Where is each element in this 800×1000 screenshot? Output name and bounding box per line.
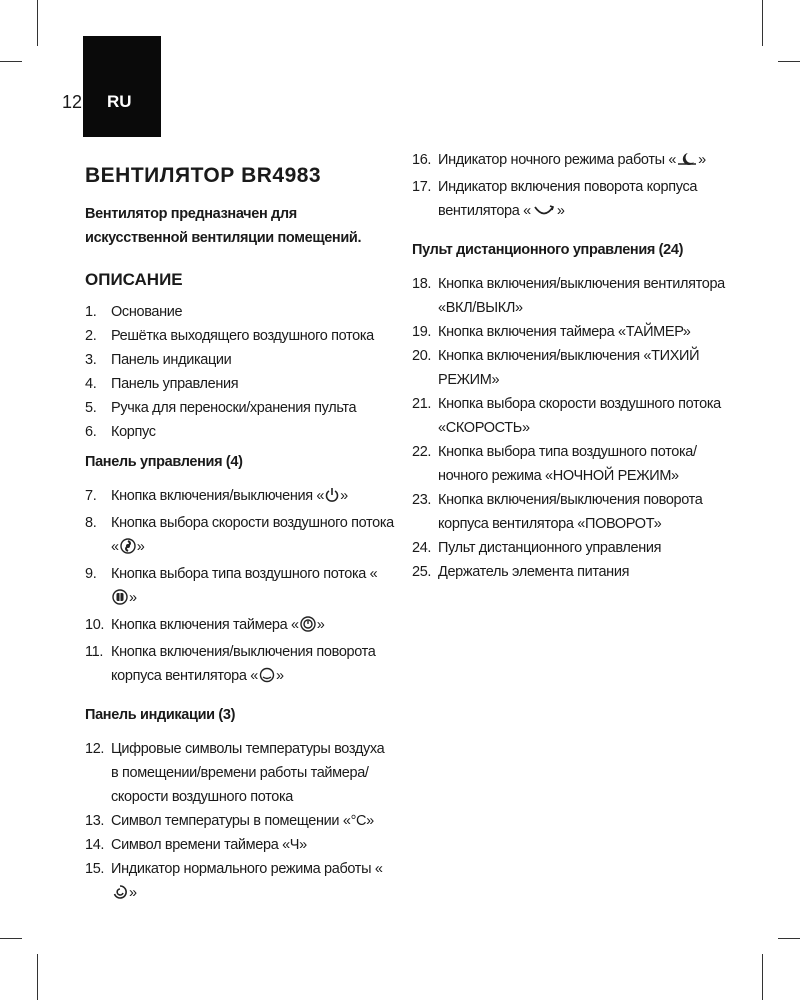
item-number: 14. <box>85 837 105 853</box>
item-number: 12. <box>85 741 105 757</box>
list-item <box>85 324 395 348</box>
item-number: 13. <box>85 813 105 829</box>
display-panel-heading: Панель индикации (3) <box>85 707 236 723</box>
list-item <box>412 175 742 226</box>
list-item <box>85 833 395 857</box>
crop-mark <box>762 954 763 1000</box>
list-item <box>85 857 395 908</box>
language-tab <box>83 36 161 137</box>
remote-list <box>412 272 742 584</box>
item-text: Кнопка выбора скорости воздушного потока «СКОРОСТЬ» <box>438 396 721 436</box>
item-number: 2. <box>85 328 97 344</box>
item-text: Символ времени таймера «Ч» <box>111 837 307 853</box>
item-text <box>438 148 742 175</box>
crop-mark <box>37 0 38 46</box>
item-number: 7. <box>85 488 97 504</box>
item-text-post: » <box>556 203 565 219</box>
item-number: 20. <box>412 348 432 364</box>
item-text <box>111 857 395 908</box>
item-number: 5. <box>85 400 97 416</box>
fan-speed-icon <box>120 538 136 562</box>
crop-mark <box>762 0 763 46</box>
item-text <box>111 613 395 640</box>
display-panel-list-continued <box>412 148 742 226</box>
crop-mark <box>778 61 800 62</box>
description-list <box>85 300 395 444</box>
control-panel-heading: Панель управления (4) <box>85 454 243 470</box>
item-number: 6. <box>85 424 97 440</box>
item-text-post: » <box>698 152 706 168</box>
item-text: Панель индикации <box>111 352 232 368</box>
left-column <box>85 150 395 908</box>
list-item <box>412 320 742 344</box>
item-text-pre: Кнопка выбора скорости воздушного потока « <box>111 515 394 555</box>
list-item <box>412 536 742 560</box>
list-item <box>85 372 395 396</box>
item-text: Ручка для переноски/хранения пульта <box>111 400 357 416</box>
night-mode-icon <box>677 151 697 175</box>
item-text-pre: Кнопка включения/выключения « <box>111 488 325 504</box>
item-text <box>111 511 395 562</box>
item-number: 4. <box>85 376 97 392</box>
item-text-pre: Индикатор ночного режима работы « <box>438 152 677 168</box>
oscillation-icon <box>532 202 556 226</box>
item-text-post: » <box>276 668 284 684</box>
item-number: 10. <box>85 617 105 633</box>
item-number: 3. <box>85 352 97 368</box>
item-text-post: » <box>340 488 348 504</box>
item-number: 9. <box>85 566 97 582</box>
item-number: 16. <box>412 152 432 168</box>
item-text-pre: Кнопка включения таймера « <box>111 617 299 633</box>
item-text: Основание <box>111 304 183 320</box>
item-text-pre: Индикатор включения поворота корпуса вентилятора « <box>438 179 698 219</box>
item-number: 24. <box>412 540 432 556</box>
item-text <box>111 562 395 613</box>
list-item <box>412 272 742 320</box>
list-item <box>85 396 395 420</box>
item-text <box>438 175 742 226</box>
list-item <box>85 562 395 613</box>
item-number: 22. <box>412 444 432 460</box>
item-number: 19. <box>412 324 432 340</box>
power-icon <box>325 487 339 511</box>
item-text: Кнопка включения/выключения поворота корпуса вентилятора «ПОВОРОТ» <box>438 492 703 532</box>
item-text-post: » <box>136 539 145 555</box>
item-number: 15. <box>85 861 105 877</box>
item-number: 23. <box>412 492 432 508</box>
item-text: Кнопка включения/выключения «ТИХИЙ РЕЖИМ» <box>438 348 700 388</box>
list-item <box>85 300 395 324</box>
page-title: ВЕНТИЛЯТОР BR4983 <box>85 164 322 187</box>
item-text: Панель управления <box>111 376 239 392</box>
normal-mode-icon <box>112 884 128 908</box>
item-text-post: » <box>129 590 137 606</box>
item-text: Корпус <box>111 424 156 440</box>
item-text: Решётка выходящего воздушного потока <box>111 328 374 344</box>
list-item <box>85 420 395 444</box>
item-text-post: » <box>129 885 137 901</box>
item-number: 1. <box>85 304 97 320</box>
list-item <box>412 488 742 536</box>
list-item <box>85 737 395 809</box>
item-text <box>111 484 395 511</box>
crop-mark <box>778 938 800 939</box>
item-text: Пульт дистанционного управления <box>438 540 662 556</box>
airflow-type-icon <box>112 589 128 613</box>
page-number: 12 <box>62 92 83 112</box>
list-item <box>85 348 395 372</box>
list-item <box>412 560 742 584</box>
item-text: Кнопка включения/выключения вентилятора «ВКЛ/ВЫКЛ» <box>438 276 725 316</box>
item-number: 25. <box>412 564 432 580</box>
item-number: 17. <box>412 179 432 195</box>
list-item <box>85 613 395 640</box>
timer-icon <box>300 616 316 640</box>
list-item <box>412 440 742 488</box>
description-heading: ОПИСАНИЕ <box>85 270 183 289</box>
list-item <box>85 809 395 833</box>
item-number: 18. <box>412 276 432 292</box>
item-text: Кнопка включения таймера «ТАЙМЕР» <box>438 324 691 340</box>
item-text: Кнопка выбора типа воздушного потока/ночного режима «НОЧНОЙ РЕЖИМ» <box>438 444 697 484</box>
item-text-pre: Кнопка включения/выключения поворота корпуса вентилятора « <box>111 644 376 684</box>
item-text: Цифровые символы температуры воздуха в помещении/времени работы таймера/скорости воздушного потока <box>111 741 385 805</box>
list-item <box>85 511 395 562</box>
item-number: 21. <box>412 396 432 412</box>
item-text-post: » <box>316 617 325 633</box>
remote-heading: Пульт дистанционного управления (24) <box>412 242 684 258</box>
crop-mark <box>0 938 22 939</box>
right-column <box>412 148 742 584</box>
display-panel-list <box>85 737 395 908</box>
intro-text: Вентилятор предназначен для искусственной вентиляции помещений. <box>85 206 362 246</box>
item-number: 8. <box>85 515 97 531</box>
item-text: Держатель элемента питания <box>438 564 630 580</box>
crop-mark <box>0 61 22 62</box>
language-label: RU <box>107 92 132 111</box>
item-number: 11. <box>85 644 104 660</box>
item-text-pre: Индикатор нормального режима работы « <box>111 861 383 877</box>
list-item <box>412 344 742 392</box>
crop-mark <box>37 954 38 1000</box>
list-item <box>412 392 742 440</box>
list-item <box>85 640 395 691</box>
list-item <box>412 148 742 175</box>
control-panel-list <box>85 484 395 691</box>
item-text-pre: Кнопка выбора типа воздушного потока « <box>111 566 378 582</box>
item-text: Символ температуры в помещении «°C» <box>111 813 374 829</box>
list-item <box>85 484 395 511</box>
rotation-icon <box>259 667 275 691</box>
item-text <box>111 640 395 691</box>
